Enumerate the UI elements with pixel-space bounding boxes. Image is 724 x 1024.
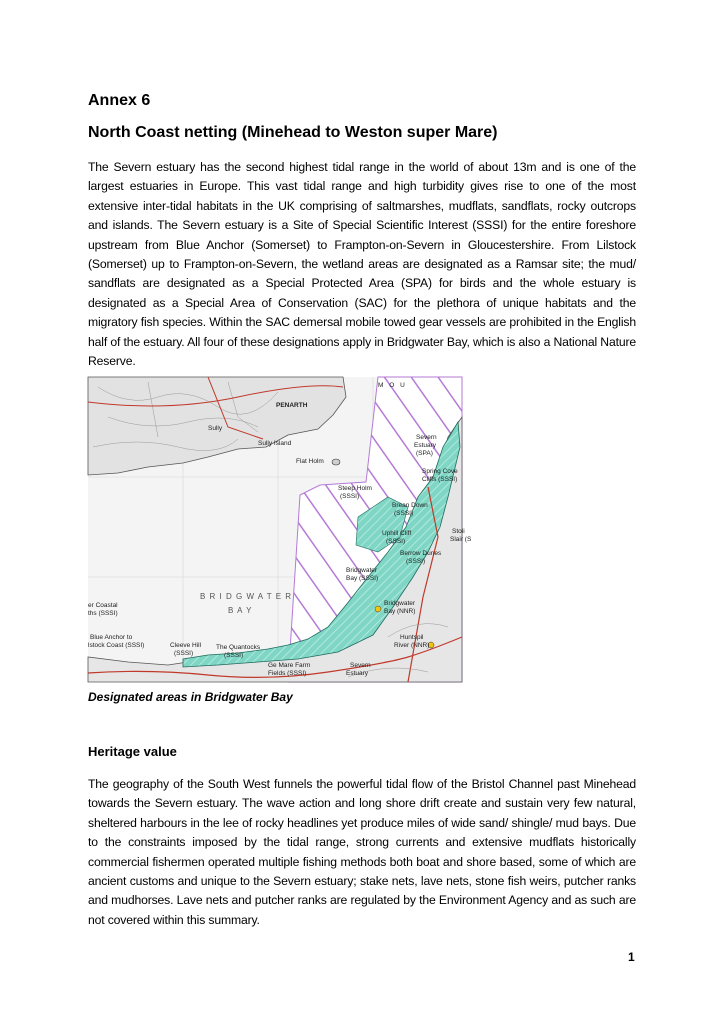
map-label-brean-down-1: Brean Down — [392, 502, 428, 509]
map-label-gemare-2: Fields (SSSI) — [268, 670, 307, 677]
annex-label: Annex 6 — [88, 92, 151, 109]
heritage-heading: Heritage value — [88, 744, 177, 759]
map-label-blue-anchor-1: Blue Anchor to — [90, 634, 133, 641]
map-label-mou: M O U — [378, 382, 407, 389]
map-label-bridgwater-nnr-1: Bridgwater — [384, 600, 416, 607]
heritage-paragraph: The geography of the South West funnels the powerful tidal flow of the Bristol Channel past Minehead towards the Severn estuary. The wave action and long shore drift create and sustain very few natural, sheltered harbours in the lee of rocky headlines yet produce miles of wide sand/ shingle/ mud bays. Due to the constraints imposed by the tidal range, strong currents and extensive mudflats historically commercial fishermen operated multiple fishing methods both boat and shore based, some of which are ancient customs and unique to the Severn estuary; stake nets, lave nets, stone fish weirs, putcher ranks and mudhorses. Lave nets and putcher ranks are regulated by the Environment Agency and as such are not covered within this summary. — [88, 777, 636, 927]
map-label-gemare-1: Ge Mare Farm — [268, 662, 311, 669]
map-label-flat-holm: Flat Holm — [296, 458, 324, 465]
map-label-berrow-1: Berrow Dunes — [400, 550, 442, 557]
map-label-bridgwater-nnr-2: Bay (NNR) — [384, 608, 416, 615]
page-number: 1 — [628, 950, 635, 964]
intro-paragraph: The Severn estuary has the second highest tidal range in the world of about 13m and is one of the largest estuaries in Europe. This vast tidal range and high turbidity gives rise to one of the most extensive inter-tidal habitats in the UK comprising of saltmarshes, mudflats, sandflats, rocky outcrops and islands. The Severn estuary is a Site of Special Scientific Interest (SSSI) for the entire foreshore upstream from Blue Anchor (Somerset) to Frampton-on-Severn in Gloucestershire. From Lilstock (Somerset) up to Frampton-on-Severn, the wetland areas are designated as a Ramsar site; the mud/ sandflats are designated as a Special Protected Area (SPA) for birds and the whole estuary is designated as a Special Area of Conservation (SAC) for the plethora of unique habitats and the migratory fish species. Within the SAC demersal mobile towed gear vessels are prohibited in the English half of the estuary. All four of these designations apply in Bridgwater Bay, which is also a National Nature Reserve. — [88, 160, 636, 369]
map-label-penarth: PENARTH — [276, 402, 308, 409]
map-label-uphill-1: Uphill Cliff — [382, 530, 412, 537]
map-label-spring-cove-2: Cliffs (SSSI) — [422, 476, 458, 483]
page-title: North Coast netting (Minehead to Weston super Mare) — [88, 124, 498, 141]
map-label-severn-spa-3: (SPA) — [416, 450, 433, 457]
map-label-uphill-2: (SSSI) — [386, 538, 406, 545]
map-label-quantocks-1: The Quantocks — [216, 644, 261, 651]
designated-areas-map — [88, 377, 472, 682]
map-label-coastal-2: ths (SSSI) — [88, 610, 118, 617]
map-label-blue-anchor-2: lstock Coast (SSSI) — [88, 642, 145, 649]
map-label-bridgwater-bay-1: B R I D G W A T E R — [200, 592, 293, 601]
map-label-cleeve-hill-2: (SSSI) — [174, 650, 194, 657]
map-label-severn-spa-2: Estuary — [414, 442, 437, 449]
map-label-quantocks-2: (SSSI) — [224, 652, 244, 659]
map-label-stoli-2: Slair (S — [450, 536, 472, 543]
map-label-steep-holm: Steep Holm — [338, 485, 372, 492]
map-label-berrow-2: (SSSI) — [406, 558, 426, 565]
map-label-steep-holm-sssi: (SSSI) — [340, 493, 360, 500]
map-label-bridgwater-bay-2: B A Y — [228, 606, 253, 615]
map-label-severn-bottom-2: Estuary — [346, 670, 369, 677]
map-label-severn-spa-1: Severn — [416, 434, 437, 441]
map-label-sully: Sully — [208, 425, 223, 432]
map-label-bridgwater-sssi-2: Bay (SSSI) — [346, 575, 379, 582]
map-label-severn-bottom-1: Severn — [350, 662, 371, 669]
map-label-coastal-1: er Coastal — [88, 602, 118, 609]
map-svg — [88, 377, 472, 682]
map-label-sully-island: Sully Island — [258, 440, 292, 447]
map-caption: Designated areas in Bridgwater Bay — [88, 690, 293, 704]
map-label-huntspill-2: River (NNR) — [394, 642, 430, 649]
map-label-brean-down-2: (SSSI) — [394, 510, 414, 517]
map-label-stoli-1: Stoli — [452, 528, 465, 535]
map-label-spring-cove-1: Spring Cove — [422, 468, 458, 475]
map-label-bridgwater-sssi-1: Bridgwater — [346, 567, 378, 574]
nnr-marker-bridgwater — [375, 606, 381, 612]
map-label-cleeve-hill-1: Cleeve Hill — [170, 642, 202, 649]
map-label-huntspill-1: Huntspil — [400, 634, 424, 641]
